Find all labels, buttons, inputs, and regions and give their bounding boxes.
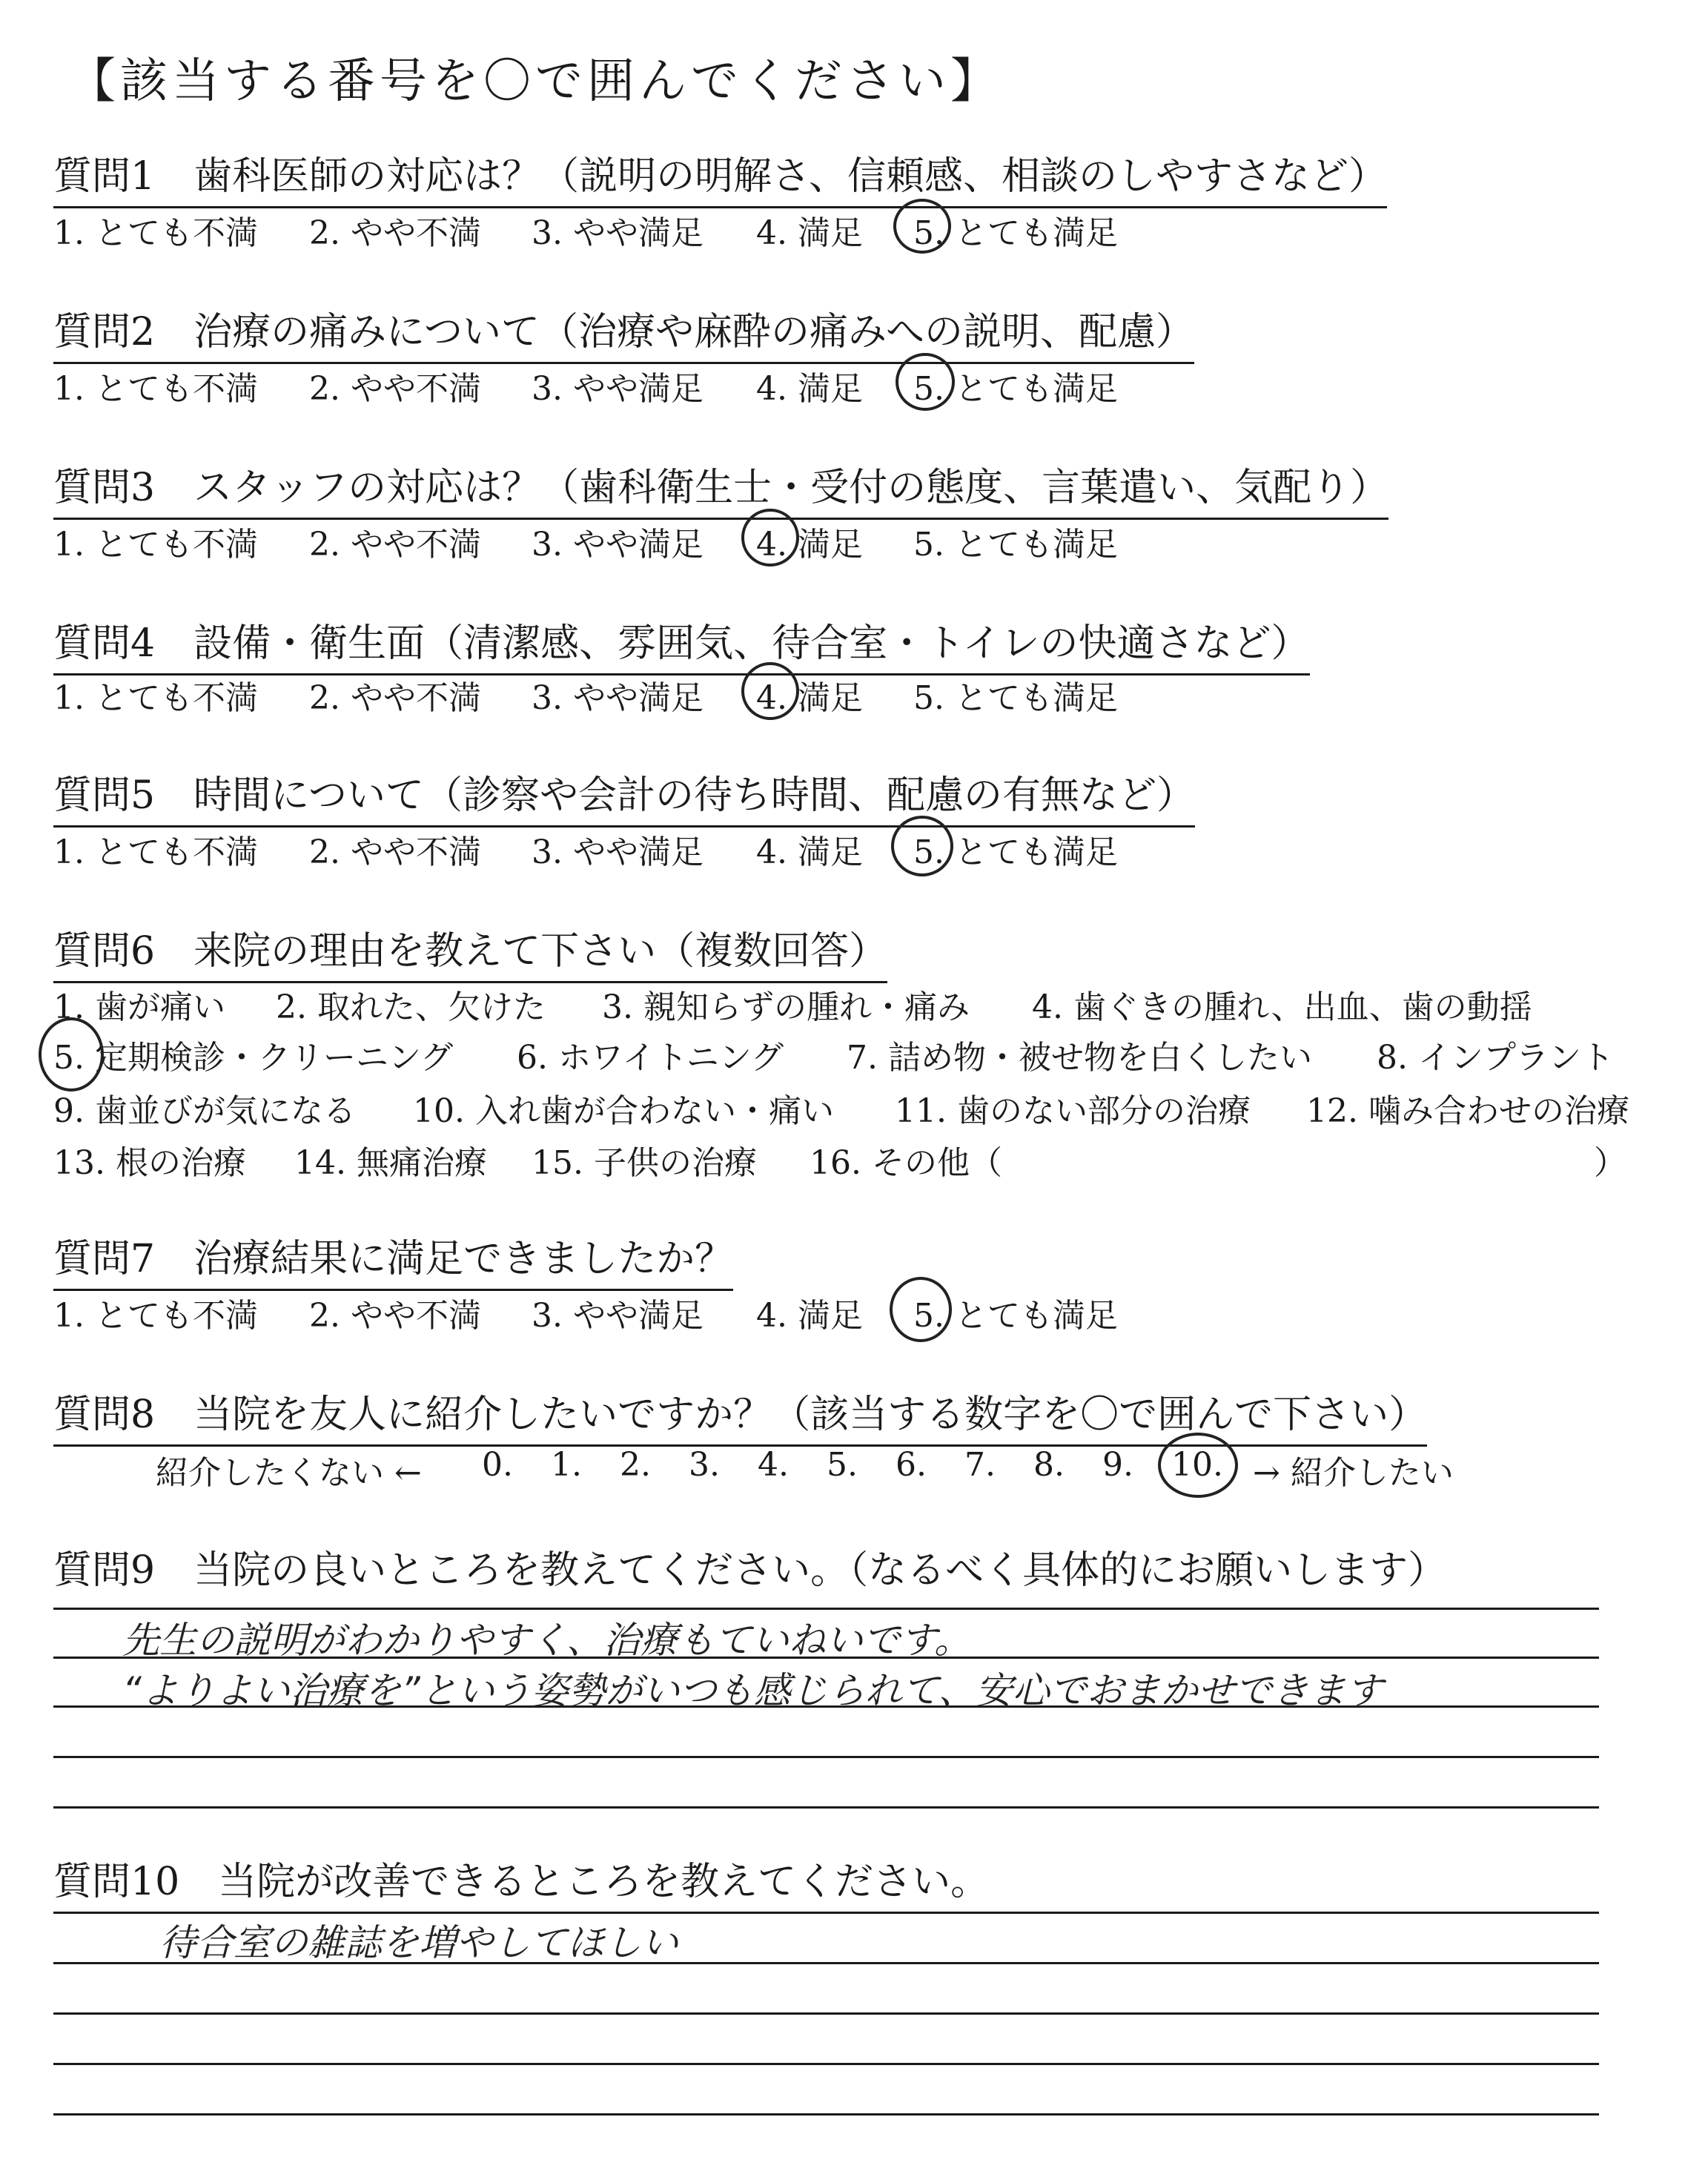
reason-option[interactable]: 10. 入れ歯が合わない・痛い: [413, 1092, 834, 1130]
selection-circle-q1: [893, 199, 951, 254]
option-5[interactable]: 5. とても満足: [913, 214, 1118, 252]
reason-option[interactable]: 5. 定期検診・クリーニング: [53, 1039, 454, 1077]
selection-circle-q7: [890, 1277, 952, 1342]
option-5[interactable]: 5. とても満足: [913, 526, 1118, 564]
option-4[interactable]: 4. 満足: [756, 679, 863, 717]
reason-option[interactable]: 8. インプラント: [1377, 1039, 1614, 1077]
option-5[interactable]: 5. とても満足: [913, 370, 1118, 408]
other-close-paren: ）: [1594, 1144, 1626, 1182]
option-1[interactable]: 1. とても不満: [53, 1297, 258, 1335]
option-4[interactable]: 4. 満足: [756, 1297, 863, 1335]
question-7-heading: 質問7 治療結果に満足できましたか？: [53, 1227, 733, 1291]
scale-number[interactable]: 9.: [1102, 1446, 1133, 1484]
option-2[interactable]: 2. やや不満: [309, 833, 481, 871]
selection-circle-q4: [741, 662, 799, 720]
option-1[interactable]: 1. とても不満: [53, 526, 258, 564]
option-3[interactable]: 3. やや満足: [532, 214, 704, 252]
reason-option[interactable]: 12. 噛み合わせの治療: [1306, 1092, 1629, 1130]
option-3[interactable]: 3. やや満足: [532, 370, 704, 408]
selection-circle-q3: [741, 509, 799, 567]
option-4[interactable]: 4. 満足: [756, 526, 863, 564]
scale-number[interactable]: 4.: [758, 1446, 789, 1484]
option-3[interactable]: 3. やや満足: [532, 833, 704, 871]
scale-number[interactable]: 5.: [827, 1446, 858, 1484]
reason-option[interactable]: 6. ホワイトニング: [517, 1039, 784, 1077]
option-4[interactable]: 4. 満足: [756, 214, 863, 252]
reason-option[interactable]: 11. 歯のない部分の治療: [895, 1092, 1251, 1130]
scale-number[interactable]: 3.: [689, 1446, 720, 1484]
scale-number[interactable]: 1.: [551, 1446, 582, 1484]
selection-circle-q6: [39, 1017, 104, 1091]
answer-line: [53, 2063, 1599, 2065]
scale-left-label: 紹介したくない ←: [156, 1454, 422, 1492]
reason-option[interactable]: 3. 親知らずの腫れ・痛み: [602, 988, 970, 1026]
question-10-heading: 質問10 当院が改善できるところを教えてください。: [53, 1860, 990, 1904]
answer-line: [53, 2113, 1599, 2116]
option-2[interactable]: 2. やや不満: [309, 526, 481, 564]
option-5[interactable]: 5. とても満足: [913, 833, 1118, 871]
reason-option[interactable]: 7. 詰め物・被せ物を白くしたい: [847, 1039, 1312, 1077]
question-2-heading: 質問2 治療の痛みについて（治療や麻酔の痛みへの説明、配慮）: [53, 300, 1194, 364]
option-4[interactable]: 4. 満足: [756, 833, 863, 871]
scale-number[interactable]: 7.: [964, 1446, 996, 1484]
question-6-heading: 質問6 来院の理由を教えて下さい（複数回答）: [53, 919, 887, 983]
scale-number[interactable]: 8.: [1033, 1446, 1065, 1484]
answer-line: [53, 1608, 1599, 1610]
scale-number[interactable]: 0.: [482, 1446, 513, 1484]
q10-handwritten-answer-1: 待合室の雑誌を増やしてほしい: [159, 1921, 678, 1964]
selection-circle-q2: [896, 353, 955, 411]
reason-option[interactable]: 16. その他（: [810, 1144, 1002, 1182]
option-1[interactable]: 1. とても不満: [53, 833, 258, 871]
option-3[interactable]: 3. やや満足: [532, 1297, 704, 1335]
reason-option[interactable]: 13. 根の治療: [53, 1144, 246, 1182]
question-9-heading: 質問9 当院の良いところを教えてください。（なるべく具体的にお願いします）: [53, 1548, 1447, 1593]
option-3[interactable]: 3. やや満足: [532, 679, 704, 717]
scale-number[interactable]: 2.: [620, 1446, 651, 1484]
option-2[interactable]: 2. やや不満: [309, 679, 481, 717]
page-title: 【該当する番号を〇で囲んでください】: [68, 54, 1002, 109]
q9-handwritten-answer-2: “よりよい治療を”という姿勢がいつも感じられて、安心でおまかせできます: [122, 1669, 1383, 1712]
option-2[interactable]: 2. やや不満: [309, 214, 481, 252]
option-4[interactable]: 4. 満足: [756, 370, 863, 408]
question-8-heading: 質問8 当院を友人に紹介したいですか？（該当する数字を〇で囲んで下さい）: [53, 1383, 1427, 1447]
answer-line: [53, 1806, 1599, 1809]
reason-option[interactable]: 2. 取れた、欠けた: [276, 988, 546, 1026]
option-3[interactable]: 3. やや満足: [532, 526, 704, 564]
scale-right-label: → 紹介したい: [1253, 1454, 1454, 1492]
question-4-heading: 質問4 設備・衛生面（清潔感、雰囲気、待合室・トイレの快適さなど）: [53, 612, 1310, 676]
scale-number[interactable]: 6.: [896, 1446, 927, 1484]
option-1[interactable]: 1. とても不満: [53, 370, 258, 408]
option-2[interactable]: 2. やや不満: [309, 370, 481, 408]
option-5[interactable]: 5. とても満足: [913, 679, 1118, 717]
reason-option[interactable]: 1. 歯が痛い: [53, 988, 225, 1026]
option-5[interactable]: 5. とても満足: [913, 1297, 1118, 1335]
reason-option[interactable]: 15. 子供の治療: [532, 1144, 757, 1182]
option-1[interactable]: 1. とても不満: [53, 679, 258, 717]
selection-circle-q8: [1158, 1433, 1238, 1498]
selection-circle-q5: [891, 816, 953, 876]
reason-option[interactable]: 4. 歯ぐきの腫れ、出血、歯の動揺: [1032, 988, 1532, 1026]
answer-line: [53, 1756, 1599, 1758]
question-3-heading: 質問3 スタッフの対応は？（歯科衛生士・受付の態度、言葉遣い、気配り）: [53, 456, 1388, 520]
question-1-heading: 質問1 歯科医師の対応は？（説明の明解さ、信頼感、相談のしやすさなど）: [53, 145, 1387, 208]
option-2[interactable]: 2. やや不満: [309, 1297, 481, 1335]
reason-option[interactable]: 14. 無痛治療: [294, 1144, 487, 1182]
question-5-heading: 質問5 時間について（診察や会計の待ち時間、配慮の有無など）: [53, 764, 1195, 828]
scale-number[interactable]: 10.: [1171, 1446, 1223, 1484]
option-1[interactable]: 1. とても不満: [53, 214, 258, 252]
q9-handwritten-answer-1: 先生の説明がわかりやすく、治療もていねいです。: [122, 1619, 971, 1662]
answer-line: [53, 2012, 1599, 2015]
reason-option[interactable]: 9. 歯並びが気になる: [53, 1092, 356, 1130]
